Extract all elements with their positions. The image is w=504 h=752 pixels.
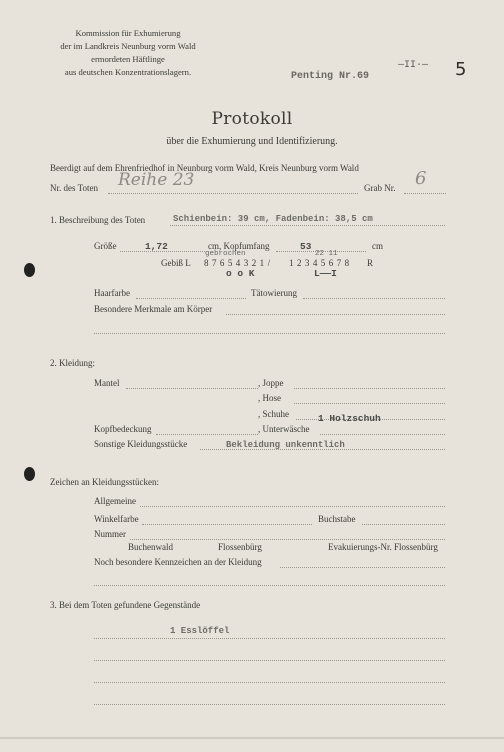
- buchenwald-label: Buchenwald: [128, 542, 173, 552]
- top-right-code: —ІІ·—: [398, 60, 429, 71]
- head-value: 53: [300, 241, 312, 252]
- underwear-label: , Unterwäsche: [258, 424, 310, 434]
- burial-text: Beerdigt auf dem Ehrenfriedhof in Neunburg vorm Wald, Kreis Neunburg vorm Wald: [50, 163, 359, 173]
- found-item-value: 1 Esslöffel: [170, 626, 230, 636]
- coat-label: Mantel: [94, 378, 120, 388]
- marks-body-label: Besondere Merkmale am Körper: [94, 304, 213, 314]
- shoes-value: 1 Holzschuh: [318, 413, 381, 424]
- trousers-label: , Hose: [258, 393, 281, 403]
- number-label: Nummer: [94, 529, 126, 539]
- org-line-3: ermordeten Häftlinge: [91, 54, 165, 64]
- general-marks-label: Allgemeine: [94, 496, 136, 506]
- dead-number-value: Reihe 23: [118, 170, 195, 190]
- teeth-row2-left: o o K: [226, 268, 255, 279]
- size-label: Größe: [94, 241, 117, 251]
- dead-number-label: Nr. des Toten: [50, 183, 98, 193]
- teeth-note-top-2: 22 11: [315, 250, 338, 258]
- flossenburg-label: Flossenbürg: [218, 542, 262, 552]
- grave-number-label: Grab Nr.: [364, 183, 396, 193]
- stamp-number: Penting Nr.69: [291, 71, 370, 82]
- section-1-heading: 1. Beschreibung des Toten: [50, 215, 146, 225]
- hat-label: Kopfbedeckung: [94, 424, 152, 434]
- head-unit: cm: [372, 241, 383, 251]
- section-2-heading: 2. Kleidung:: [50, 358, 95, 368]
- typed-measurements: Schienbein: 39 cm, Fadenbein: 38,5 cm: [173, 214, 373, 224]
- teeth-r-label: R: [367, 258, 374, 268]
- jacket-label: , Joppe: [258, 378, 284, 388]
- teeth-right: 1 2 3 4 5 6 7 8: [289, 258, 350, 268]
- hair-label: Haarfarbe: [94, 288, 130, 298]
- org-line-1: Kommission für Exhumierung: [75, 28, 181, 38]
- size-value: 1,72: [145, 241, 168, 252]
- punch-hole-bottom: [24, 467, 35, 481]
- head-label: cm, Kopfumfang: [208, 241, 270, 251]
- letter-label: Buchstabe: [318, 514, 356, 524]
- page-number: 5: [455, 59, 467, 80]
- evacuation-number-label: Evakuierungs-Nr. Flossenbürg: [328, 542, 438, 552]
- org-line-2: der im Landkreis Neunburg vorm Wald: [60, 41, 196, 51]
- tattoo-label: Tätowierung: [251, 288, 297, 298]
- page-title: Protokoll: [211, 109, 293, 129]
- org-line-4: aus deutschen Konzentrationslagern.: [64, 67, 192, 77]
- shoes-label: , Schuhe: [258, 409, 289, 419]
- other-marks-label: Noch besondere Kennzeichen an der Kleidung: [94, 557, 262, 567]
- teeth-left: 8 7 6 5 4 3 2 1 /: [204, 258, 271, 268]
- teeth-row2-right: L——I: [314, 268, 337, 279]
- other-clothes-value: Bekleidung unkenntlich: [226, 440, 345, 450]
- page-subtitle: über die Exhumierung und Identifizierung.: [166, 136, 338, 147]
- grave-number-value: 6: [415, 168, 427, 189]
- clothing-marks-heading: Zeichen an Kleidungsstücken:: [50, 477, 159, 487]
- section-3-heading: 3. Bei dem Toten gefundene Gegenstände: [50, 600, 201, 610]
- other-clothes-label: Sonstige Kleidungsstücke: [94, 439, 188, 449]
- teeth-label: Gebiß L: [161, 258, 191, 268]
- punch-hole-top: [24, 263, 35, 277]
- teeth-note-top: gebrochen: [205, 250, 246, 258]
- angle-color-label: Winkelfarbe: [94, 514, 139, 524]
